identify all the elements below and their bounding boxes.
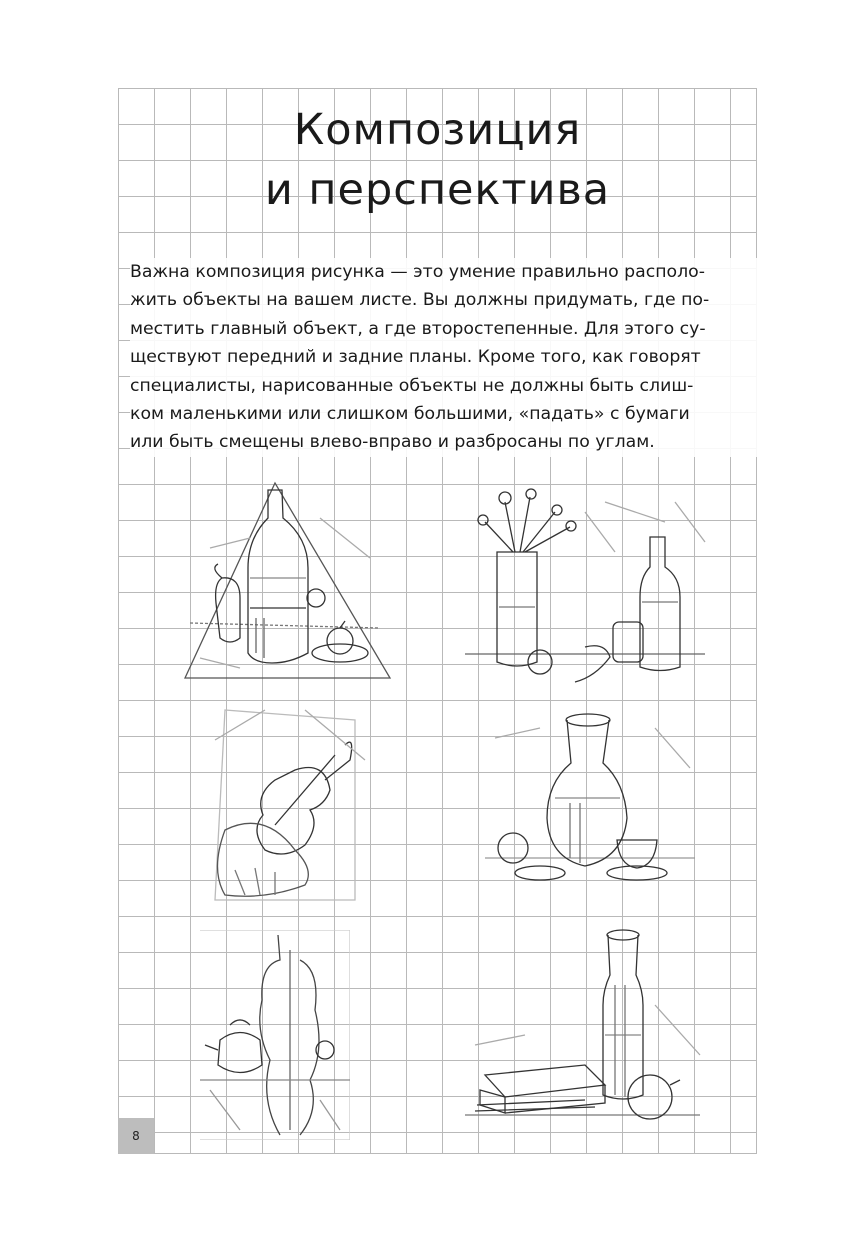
intro-line: Важна композиция рисунка — это умение правильно располо- (130, 262, 705, 282)
title-line-2: и перспектива (264, 165, 611, 215)
sketch-violin-drapery (205, 700, 375, 910)
page-title (118, 100, 757, 220)
intro-line: местить главный объект, а где второстепенные. Для этого су- (130, 318, 706, 339)
sketch-books-vase-apple (465, 925, 705, 1140)
sketch-vase-flowers-bottle (465, 482, 715, 687)
title-line-1: Композиция (293, 105, 582, 155)
intro-line: жить объекты на вашем листе. Вы должны придумать, где по- (130, 290, 710, 311)
intro-line: специалисты, нарисованные объекты не должны быть слиш- (130, 375, 694, 396)
sketch-jug-cup-apple (485, 708, 700, 893)
page-number: 8 (118, 1118, 154, 1154)
intro-line: ком маленькими или слишком большими, «падать» с бумаги (130, 404, 690, 425)
sketch-teapot-drapery (200, 930, 350, 1140)
intro-paragraph (130, 258, 760, 457)
sketch-bottle-triangle (180, 478, 400, 688)
intro-line: или быть смещены влево-вправо и разбросаны по углам. (130, 432, 655, 453)
intro-line: ществуют передний и задние планы. Кроме того, как говорят (130, 347, 701, 368)
